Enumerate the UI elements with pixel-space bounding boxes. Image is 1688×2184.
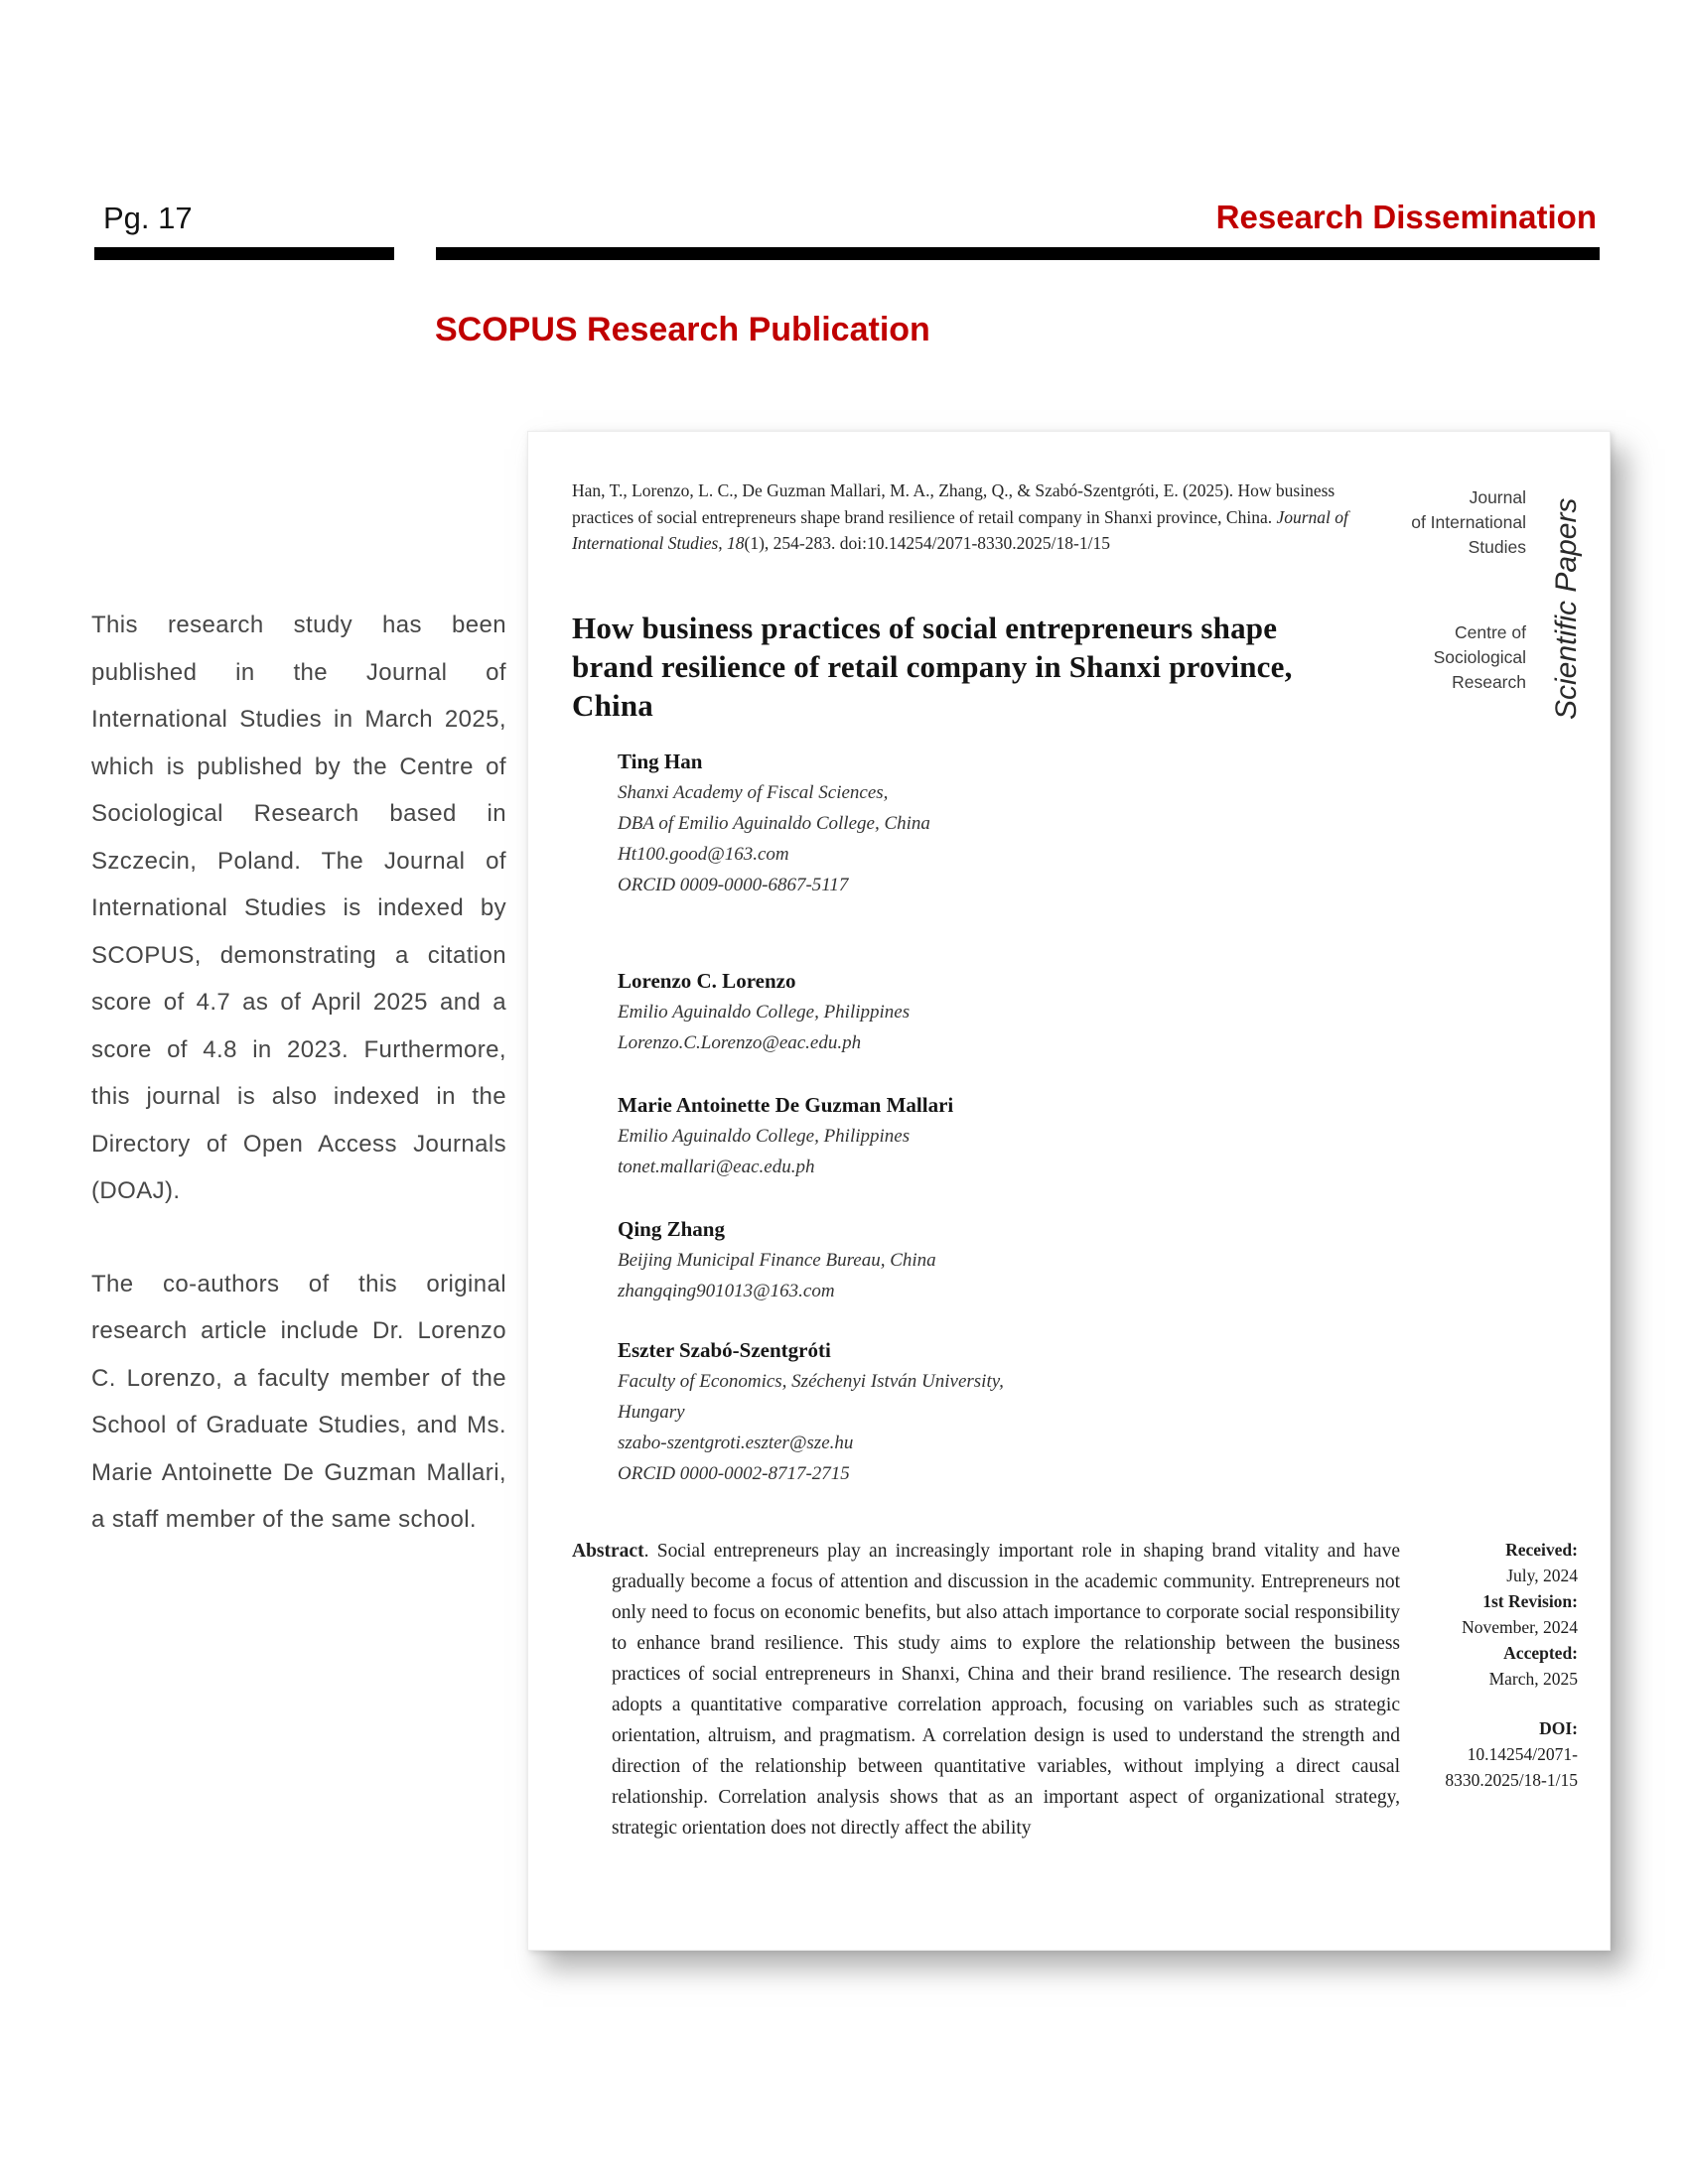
page-title: SCOPUS Research Publication bbox=[435, 311, 930, 348]
author-affiliation: Emilio Aguinaldo College, Philippines bbox=[618, 1126, 911, 1147]
doi-value: 8330.2025/18-1/15 bbox=[1445, 1770, 1578, 1790]
citation-text: Han, T., Lorenzo, L. C., De Guzman Mallari, M. A., Zhang, Q., & Szabó-Szentgróti, E. (2025). How business practices of social entrepreneurs shape brand resilience of retail company in Shanxi province, China. bbox=[572, 480, 1336, 527]
publisher-masthead bbox=[1434, 620, 1526, 695]
author-name: Lorenzo C. Lorenzo bbox=[618, 969, 796, 993]
article-dates bbox=[1462, 1537, 1578, 1692]
date-label: 1st Revision: bbox=[1482, 1591, 1578, 1611]
date-value: November, 2024 bbox=[1462, 1617, 1578, 1637]
author-block bbox=[618, 1213, 1313, 1306]
masthead-line: Centre of bbox=[1455, 622, 1526, 642]
author-affiliation: Beijing Municipal Finance Bureau, China bbox=[618, 1250, 936, 1271]
author-name: Marie Antoinette De Guzman Mallari bbox=[618, 1093, 954, 1117]
header-rule-left bbox=[94, 247, 394, 260]
article-doi bbox=[1445, 1715, 1578, 1793]
article-citation bbox=[572, 478, 1392, 557]
abstract-text: . Social entrepreneurs play an increasingly important role in shaping brand vitality and have gradually become a focus of attention and discussion in the academic community. Entrepreneurs not only need to focus on economic benefits, but also attach importance to corporate social responsibility to enhance brand resilience. This study aims to explore the relationship between the business practices of social entrepreneurs in Shanxi, China and their brand resilience. The research design adopts a quantitative comparative correlation approach, focusing on variables such as strategic orientation, altruism, and pragmatism. A correlation design is used to understand the strength and direction of the relationship between quantitative variables, without implying a direct causal relationship. Correlation analysis shows that as an important aspect of organizational strategy, strategic orientation does not directly affect the ability bbox=[612, 1541, 1400, 1839]
date-label: Received: bbox=[1505, 1540, 1578, 1560]
author-affiliation: Emilio Aguinaldo College, Philippines bbox=[618, 1002, 911, 1023]
article-title: How business practices of social entrepreneurs shape brand resilience of retail company in Shanxi province, China bbox=[572, 611, 1293, 723]
narrative-paragraph-2: The co-authors of this original research article include Dr. Lorenzo C. Lorenzo, a faculty member of the School of Graduate Studies, and Ms. Marie Antoinette De Guzman Mallari, a staff member of the same school. bbox=[91, 1270, 506, 1533]
author-block bbox=[618, 965, 1313, 1058]
author-email: Ht100.good@163.com bbox=[618, 844, 789, 865]
header-section-title: Research Dissemination bbox=[1215, 199, 1597, 235]
masthead-line: Journal bbox=[1469, 487, 1526, 507]
header-rule-right bbox=[436, 247, 1600, 260]
abstract-label: Abstract bbox=[572, 1541, 644, 1562]
author-email: tonet.mallari@eac.edu.ph bbox=[618, 1157, 815, 1177]
author-name: Qing Zhang bbox=[618, 1217, 725, 1241]
author-email: Lorenzo.C.Lorenzo@eac.edu.ph bbox=[618, 1032, 862, 1053]
author-affiliation: Shanxi Academy of Fiscal Sciences, bbox=[618, 782, 889, 803]
journal-article-page bbox=[527, 431, 1611, 1951]
series-label-vertical: Scientific Papers bbox=[1550, 497, 1583, 720]
author-orcid: ORCID 0000-0002-8717-2715 bbox=[618, 1463, 850, 1484]
masthead-line: Sociological bbox=[1433, 647, 1526, 667]
author-email: szabo-szentgroti.eszter@sze.hu bbox=[618, 1433, 854, 1453]
author-block bbox=[618, 1334, 1313, 1489]
author-email: zhangqing901013@163.com bbox=[618, 1281, 835, 1301]
doi-label: DOI: bbox=[1539, 1718, 1578, 1738]
date-value: March, 2025 bbox=[1488, 1669, 1578, 1689]
author-affiliation: Hungary bbox=[618, 1402, 685, 1423]
author-affiliation: Faculty of Economics, Széchenyi István University, bbox=[618, 1371, 1004, 1392]
author-block bbox=[618, 1089, 1313, 1182]
author-name: Eszter Szabó-Szentgróti bbox=[618, 1338, 831, 1362]
article-abstract bbox=[572, 1536, 1400, 1843]
author-block bbox=[618, 746, 1313, 900]
citation-journal-name: Journal of International Studies, 18 bbox=[572, 506, 1348, 553]
narrative-column bbox=[91, 602, 506, 1544]
author-affiliation: DBA of Emilio Aguinaldo College, China bbox=[618, 813, 930, 834]
masthead-line: Studies bbox=[1468, 537, 1526, 557]
date-label: Accepted: bbox=[1503, 1643, 1578, 1663]
narrative-paragraph-1: This research study has been published in the Journal of International Studies in March 2025, which is published by the Centre of Sociological Research based in Szczecin, Poland. The Journal of International Studies is indexed by SCOPUS, demonstrating a citation score of 4.7 as of April 2025 and a score of 4.8 in 2023. Furthermore, this journal is also indexed in the Directory of Open Access Journals (DOAJ). bbox=[91, 612, 506, 1204]
author-name: Ting Han bbox=[618, 750, 703, 773]
date-value: July, 2024 bbox=[1506, 1566, 1578, 1585]
doi-value: 10.14254/2071- bbox=[1467, 1744, 1578, 1764]
citation-tail: (1), 254-283. doi:10.14254/2071-8330.2025/18-1/15 bbox=[744, 533, 1110, 553]
masthead-line: of International bbox=[1411, 512, 1526, 532]
page-number: Pg. 17 bbox=[103, 201, 193, 235]
author-orcid: ORCID 0009-0000-6867-5117 bbox=[618, 875, 849, 895]
journal-masthead bbox=[1411, 485, 1526, 560]
masthead-line: Research bbox=[1452, 672, 1526, 692]
